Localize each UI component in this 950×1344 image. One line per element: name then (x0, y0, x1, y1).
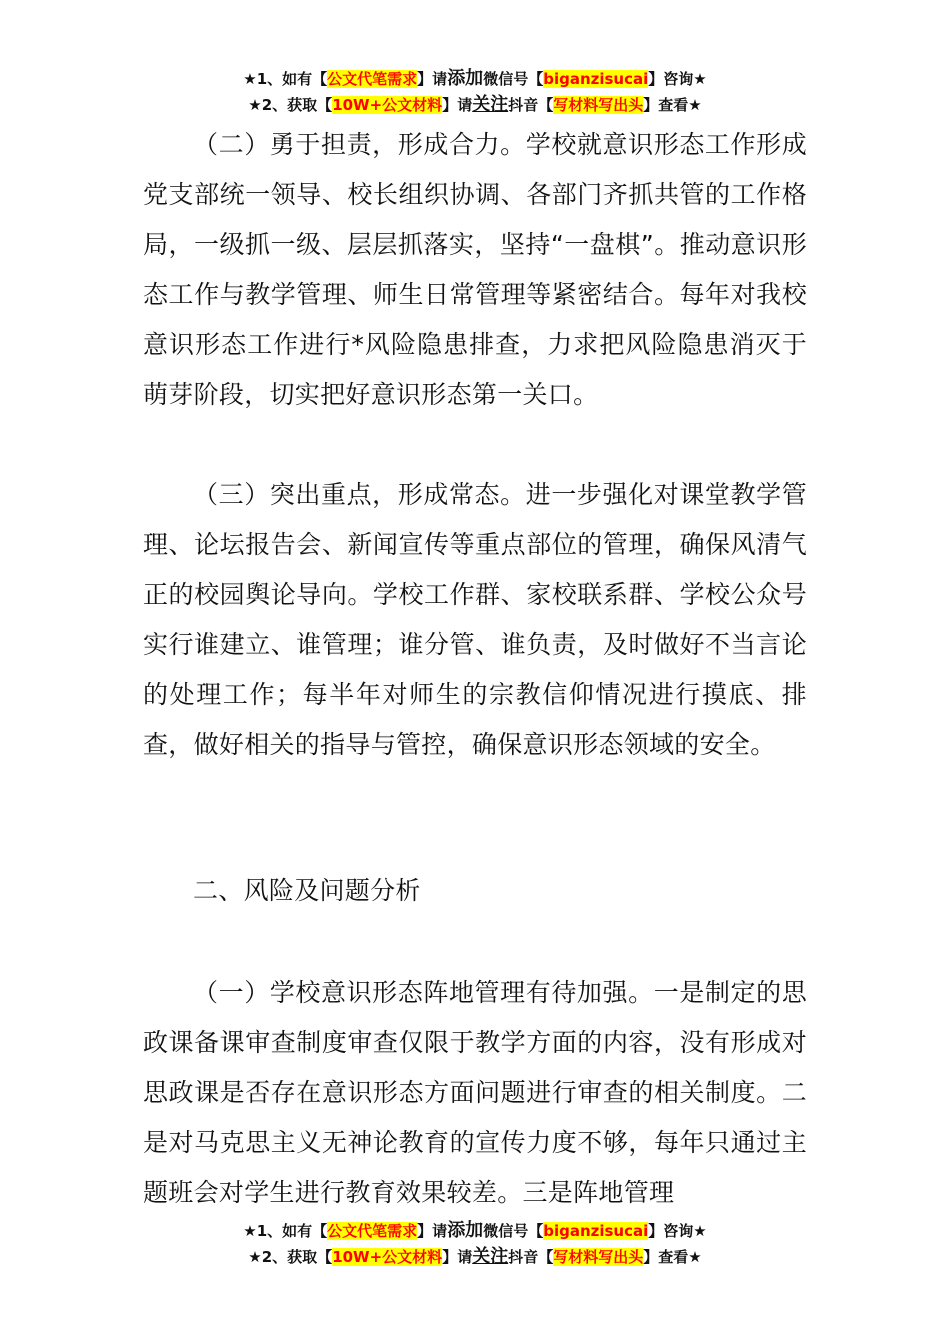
section-heading (143, 866, 807, 916)
paragraph-text: （二）勇于担责，形成合力。学校就意识形态工作形成党支部统一领导、校长组织协调、各部门齐抓共管的工作格局，一级抓一级、层层抓落实，坚持“一盘棋”。推动意识形态工作与教学管理、师生日常管理等紧密结合。每年对我校意识形态工作进行*风险隐患排查，力求把风险隐患消灭于萌芽阶段，切实把好意识形态第一关口。 (143, 130, 807, 409)
banner-line-2: ★2、获取【10W+公文材料】请关注抖音【写材料写出头】查看★ (248, 94, 702, 115)
document-paragraph (143, 120, 807, 420)
highlight-writing-service: 公文代笔需求 (327, 70, 418, 88)
paragraph-text: （三）突出重点，形成常态。进一步强化对课堂教学管理、论坛报告会、新闻宣传等重点部位的管理，确保风清气正的校园舆论导向。学校工作群、家校联系群、学校公众号实行谁建立、谁管理；谁分管、谁负责，及时做好不当言论的处理工作；每半年对师生的宗教信仰情况进行摸底、排查，做好相关的指导与管控，确保意识形态领域的安全。 (143, 480, 807, 759)
banner-line-1: ★1、如有【公文代笔需求】请添加微信号【biganzisucai】咨询★ (243, 68, 707, 89)
banner-line-2: ★2、获取【10W+公文材料】请关注抖音【写材料写出头】查看★ (248, 1246, 702, 1267)
highlight-writing-service: 公文代笔需求 (327, 1222, 418, 1240)
highlight-wechat-id: biganzisucai (543, 1222, 649, 1240)
document-paragraph (143, 470, 807, 770)
highlight-wechat-id: biganzisucai (543, 70, 649, 88)
paragraph-text: （一）学校意识形态阵地管理有待加强。一是制定的思政课备课审查制度审查仅限于教学方面的内容，没有形成对思政课是否存在意识形态方面问题进行审查的相关制度。二是对马克思主义无神论教育的宣传力度不够，每年只通过主题班会对学生进行教育效果较差。三是阵地管理 (143, 978, 807, 1207)
footer-banner (0, 1218, 950, 1270)
highlight-douyin-account: 写材料写出头 (553, 1248, 644, 1266)
highlight-materials: 10W+公文材料 (332, 96, 443, 114)
header-banner (0, 66, 950, 118)
banner-line-1: ★1、如有【公文代笔需求】请添加微信号【biganzisucai】咨询★ (243, 1220, 707, 1241)
section-heading-text: 二、风险及问题分析 (193, 876, 421, 905)
highlight-materials: 10W+公文材料 (332, 1248, 443, 1266)
highlight-douyin-account: 写材料写出头 (553, 96, 644, 114)
document-paragraph (143, 968, 807, 1208)
